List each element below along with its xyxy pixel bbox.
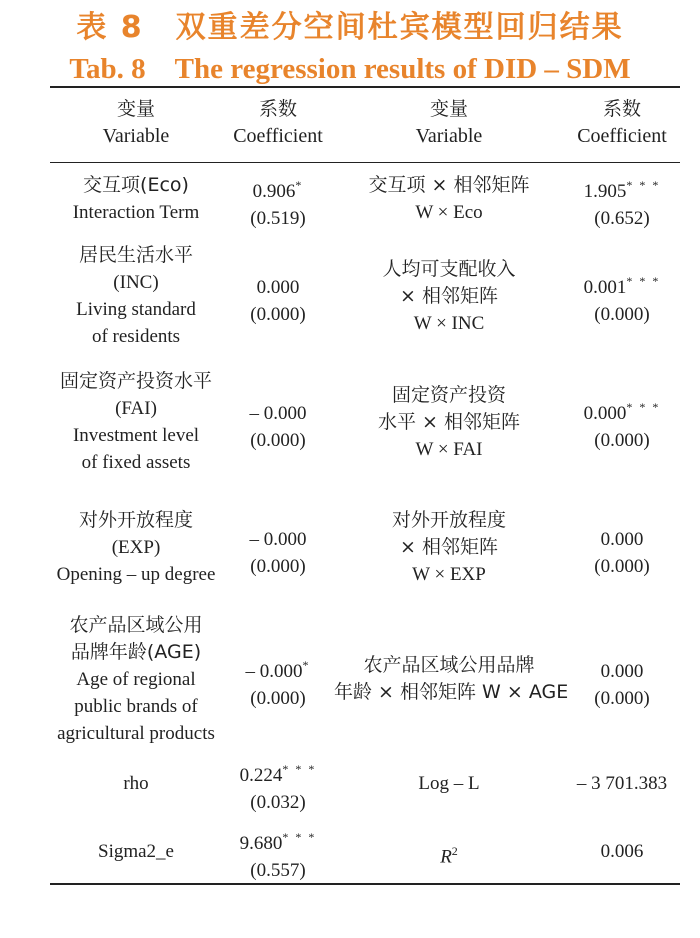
row-5-spatial-variable (334, 652, 569, 706)
row-3-variable-line: (FAI) (115, 398, 157, 419)
row-2-coefficient (222, 268, 334, 328)
row-4-variable-line: 对外开放程度 (78, 509, 193, 531)
row-3-spatial-variable-line: 固定资产投资 (391, 384, 506, 406)
row-1-coefficient (222, 172, 334, 232)
row-5-spatial-variable-line: 农产品区域公用品牌 (363, 654, 535, 676)
row-5-spatial-variable-line: 年龄 × 相邻矩阵 W × AGE (334, 681, 569, 703)
r-squared-label: R (440, 846, 452, 868)
row-1-coef2: 1.905 (583, 181, 627, 202)
r-squared-superscript: 2 (451, 844, 458, 858)
header-coefficient-2 (564, 96, 680, 150)
header-coefficient-1-cn: 系数 (258, 98, 297, 120)
header-rule (50, 162, 680, 163)
row-5-variable-line: 农产品区域公用 (69, 614, 203, 636)
stat-2-label-2 (334, 838, 564, 870)
row-3-se2: (0.000) (594, 430, 650, 451)
row-5-variable-line: Age of regional (76, 669, 196, 690)
row-4-spatial-variable (334, 507, 564, 588)
row-4-coef: – 0.000 (249, 529, 307, 550)
row-4-variable-line: (EXP) (111, 537, 161, 558)
stat-1-label-2: Log – L (418, 773, 480, 794)
stat-2-label: Sigma2_e (98, 841, 174, 862)
stat-1-coef: 0.224 (239, 765, 283, 786)
row-1-spatial-variable (334, 172, 564, 226)
row-2-se2: (0.000) (594, 304, 650, 325)
row-1-coef2-sig: * * * (626, 178, 661, 192)
header-variable-1-en: Variable (102, 125, 170, 147)
row-2-spatial-coefficient (564, 268, 680, 328)
row-3-coef2-sig: * * * (626, 400, 661, 414)
row-2-variable (50, 242, 222, 350)
table-title-english: Tab. 8 The regression results of DID – SDM (69, 53, 631, 85)
row-3-spatial-variable-line: 水平 × 相邻矩阵 (378, 411, 520, 433)
header-coefficient-2-en: Coefficient (577, 125, 667, 147)
row-2-coef: 0.000 (256, 277, 300, 298)
row-3-variable-line: of fixed assets (81, 452, 191, 473)
top-rule (50, 86, 680, 88)
row-4-variable (50, 507, 222, 588)
row-1-coef-sig: * (295, 178, 304, 192)
header-variable-1 (50, 96, 222, 150)
row-1-variable (50, 172, 222, 226)
row-2-coef2: 0.001 (583, 277, 627, 298)
row-1-se2: (0.652) (594, 208, 650, 229)
header-coefficient-1-en: Coefficient (233, 125, 323, 147)
row-2-spatial-variable-line: 人均可支配收入 (382, 258, 516, 280)
row-3-coefficient (222, 394, 334, 454)
stat-1-se: (0.032) (250, 792, 306, 813)
row-3-se: (0.000) (250, 430, 306, 451)
row-4-spatial-variable-line: × 相邻矩阵 (400, 536, 498, 558)
row-1-coef: 0.906 (252, 181, 296, 202)
stat-2-coef: 9.680 (239, 833, 283, 854)
row-5-se: (0.000) (250, 688, 306, 709)
row-4-coefficient (222, 520, 334, 580)
row-3-coef: – 0.000 (249, 403, 307, 424)
row-2-variable-line: Living standard (76, 299, 196, 320)
row-3-variable-line: Investment level (72, 425, 200, 446)
row-2-variable-line: 居民生活水平 (78, 244, 193, 266)
row-5-se2: (0.000) (594, 688, 650, 709)
row-5-coef-sig: * (302, 658, 311, 672)
row-2-spatial-variable-line: W × INC (413, 313, 485, 334)
table-title-chinese: 表 8 双重差分空间杜宾模型回归结果 (76, 10, 624, 45)
row-1-spatial-variable-line: W × Eco (415, 202, 483, 223)
row-3-variable (50, 368, 222, 476)
stat-1-value-2: – 3 701.383 (576, 773, 668, 794)
stat-2-value (222, 824, 334, 884)
row-1-spatial-coefficient (564, 172, 680, 232)
row-2-spatial-variable (334, 256, 564, 337)
row-2-variable-line: of residents (91, 326, 181, 347)
row-2-variable-line: (INC) (113, 272, 159, 293)
row-2-spatial-variable-line: × 相邻矩阵 (400, 285, 498, 307)
row-5-coef: – 0.000 (245, 661, 303, 682)
row-1-variable-line: 交互项(Eco) (83, 174, 189, 196)
header-coefficient-2-cn: 系数 (602, 98, 641, 120)
row-2-se: (0.000) (250, 304, 306, 325)
header-variable-1-cn: 变量 (116, 98, 155, 120)
header-variable-2 (334, 96, 564, 150)
row-3-spatial-variable-line: W × FAI (415, 439, 483, 460)
row-4-variable-line: Opening – up degree (56, 564, 216, 585)
row-5-coefficient (222, 652, 334, 712)
row-4-spatial-variable-line: 对外开放程度 (391, 509, 506, 531)
row-4-se: (0.000) (250, 556, 306, 577)
row-4-spatial-coefficient (564, 520, 680, 580)
row-1-spatial-variable-line: 交互项 × 相邻矩阵 (368, 174, 530, 196)
row-4-se2: (0.000) (594, 556, 650, 577)
row-3-spatial-coefficient (564, 394, 680, 454)
header-coefficient-1 (222, 96, 334, 150)
row-5-spatial-coefficient (564, 652, 680, 712)
stat-2-coef-sig: * * * (282, 830, 317, 844)
row-4-spatial-variable-line: W × EXP (412, 564, 486, 585)
header-variable-2-en: Variable (415, 125, 483, 147)
stat-1-label: rho (123, 773, 149, 794)
stat-2-se: (0.557) (250, 860, 306, 881)
header-variable-2-cn: 变量 (429, 98, 468, 120)
stat-1-coef-sig: * * * (282, 762, 317, 776)
row-2-coef2-sig: * * * (626, 274, 661, 288)
bottom-rule (50, 883, 680, 885)
row-5-variable-line: agricultural products (57, 723, 215, 744)
row-3-spatial-variable (334, 382, 564, 463)
row-5-variable (50, 612, 222, 747)
row-5-variable-line: public brands of (74, 696, 198, 717)
stat-1-value (222, 756, 334, 816)
row-5-coef2: 0.000 (600, 661, 644, 682)
row-4-coef2: 0.000 (600, 529, 644, 550)
row-3-variable-line: 固定资产投资水平 (59, 370, 212, 392)
row-1-se: (0.519) (250, 208, 306, 229)
row-1-variable-line: Interaction Term (72, 202, 200, 223)
stat-2-value-2: 0.006 (600, 841, 644, 862)
row-5-variable-line: 品牌年龄(AGE) (70, 641, 202, 663)
row-3-coef2: 0.000 (583, 403, 627, 424)
